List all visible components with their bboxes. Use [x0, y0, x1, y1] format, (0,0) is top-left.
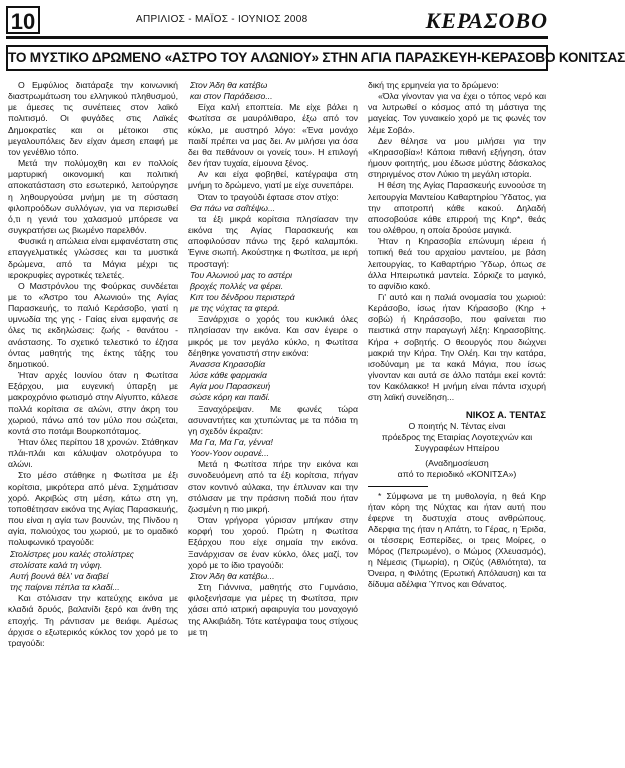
verse-line: σώσε κόρη και παιδί.	[190, 392, 271, 403]
author-name: ΝΙΚΟΣ Α. ΤΕΝΤΑΣ	[465, 409, 546, 421]
page-header	[6, 4, 548, 38]
paragraph: Στο μέσο στάθηκε η Φωτίτσα με έξι κορίτσια, μικρότερα από μένα. Σχημάτισαν χορό. Ακριβώς στη μέση, κάτω στη γη, τοποθέτησαν εικόνα της Αγίας Παρασκευής, που είναι η αγία των βουνών, της Πίνδου η αγία, πολιούχος του χωριού, με το ομαδικό πολυφωνικό τραγούδι:	[8, 470, 178, 548]
article-column-1	[8, 80, 178, 649]
paragraph: Ήταν η Κηρασοβία επώνυμη ιέρεια ή τοπική θεά του αρχαίου μαντείου, με βάση λειτουργίας, το Καθαρτήριο Ύδωρ, όπως σε άλλα Ηπειρωτικά μαντεία. Σόρκιζε το μαγικό, το αφνίδιο κακό.	[368, 236, 546, 291]
verse-line: και στον Παράδεισο...	[190, 91, 273, 102]
verse-line: Άνασσα Κηρασοβία	[190, 358, 266, 369]
paragraph: «Όλα γίνονταν για να έχει ο τόπος νερό και να λυτρωθεί ο κόσμος από τη μάστιγα της μαγείας. Τον γυναικείο χορό με τις φωνές τον λέμε Σοβά».	[368, 91, 546, 135]
paragraph: Μετά την πολύμοχθη και εν πολλοίς μαρτυρική οικονομική και πολιτική αποκατάσταση στο εσωτερικό, λειτούργησε η ληθουργούσα μνήμη με τη σύσταση φιλοπροόδων συλλόγων, για να περισωθεί ό,τι η γενιά του χαλασμού μπόρεσε να συγκρατήσει ως βιωμένο παρελθόν.	[8, 158, 178, 236]
verse-line: Στον Άδη θα κατέβω...	[190, 570, 275, 581]
verse-line: Αυτή βουνά θέλ' να διαβεί	[10, 570, 109, 581]
verse-line: Υοον-Υοον ουρανέ...	[190, 448, 269, 459]
paragraph: Ξανάρχισε ο χορός του κυκλικά όλες πλησίασαν την εικόνα. Και σαν έγειρε ο μικρός με τον μεγάλο κύκλο, η Φωτίτσα δέηθηκε γονατιστή στην εικόνα:	[188, 314, 358, 358]
verse-line: Κιπ του δένδρου περιστερά	[190, 291, 295, 302]
article-headline: ΤΟ ΜΥΣΤΙΚΟ ΔΡΩΜΕΝΟ «ΑΣΤΡΟ ΤΟΥ ΑΛΩΝΙΟΥ» ΣΤΗΝ ΑΓΙΑ ΠΑΡΑΣΚΕΥΗ-ΚΕΡΑΣΟΒΟ ΚΟΝΙΤΣΑΣ	[6, 45, 548, 71]
paragraph: Αν και είχα φοβηθεί, κατέγραψα στη μνήμη το δρώμενο, γιατί με είχε συνεπάρει.	[188, 169, 358, 191]
verse-line: Του Αλωνιού μας το αστέρι	[190, 269, 293, 280]
verse-line: της παίρνει πέπλα τα κλαδί...	[10, 582, 120, 593]
paragraph: Γι' αυτό και η παλιά ονομασία του χωριού: Κεράσοβο, ίσως ήταν Κήρασοβο (Κηρ + σοβώ) ή Κηράσσοβο, που φαίνεται πιο πειστικά στην παραγωγή λέξη: Κηρασοβίτης. Κήρα + σοβητής. Ο θεουργός που διώχνει μακριά την Κήρα. Την Ολέη. Και την κατάρα, ισοδύναμη με τα κακά Μάγια, που ίσως γίνονταν και αυτά σε άλλο πατάμι εκεί κοντά: τον Κακόλακκο! Η μνήμη είναι πάντα ισχυρή στη λαϊκή συνείδηση...	[368, 291, 546, 403]
paragraph: Δεν θέλησε να μου μιλήσει για την «Κηρασοβία»! Κάποια πιθανή εξήγηση, όταν ήμουν φοιτητής, μου έδωσε μύστης δάσκαλος στηριγμένος στον Λύκιο τη μεγάλη ιστορία.	[368, 135, 546, 180]
paragraph: Ο Μαστρόνλου της Φούρκας συνδέεται με το «Άστρο του Αλωνιού» της Αγίας Παρασκευής, το παλιό Κεράσοβο, γιατί η υμνωδία της γης - Γαίας είναι εμφανής σε όλες τις εκδηλώσεις: ζωής - θανάτου - ανάστασης. Το σχετικό τελεστικό το έζησα όντας μαθητής της έκτης τάξης του δημοτικού.	[8, 280, 178, 369]
author-bio-line: πρόεδρος της Εταιρίας Λογοτεχνών και Συγγραφέων Ηπείρου	[381, 431, 533, 453]
paragraph: Στη Γιάννινα, μαθητής στο Γυμνάσιο, φιλοξενήσαμε για μέρες τη Φωτίτσα, πριν χάσει από ιατρική αφαιρυγία του μοναχογιό της Αλκιβιάδη. Τότε κατέγραψα τους στίχους με τη	[188, 582, 358, 637]
verse-line: βροχές πολλές να φέρει.	[190, 280, 284, 291]
paragraph: Ο Εμφύλιος διατάραξε την κοινωνική διαστρωμάτωση του ελληνικού πληθυσμού, με άμεσες τις συνέπειες στον λαϊκό πολιτισμό. Οι φυγάδες στις Λαϊκές Δημοκρατίες και οι μέτοικοι στις μεγαλουπόλεις δεν είχαν άμεση επαφή με τον γενέθλιο τόπο.	[8, 80, 178, 157]
verse-line: Θα πάω να σαΐτέψω...	[190, 202, 276, 213]
paragraph: Και στόλισαν την κατεύχης εικόνα με κλαδιά δρυός, βαλανίδι ξερό και άνθη της εποχής. Τη ράντισαν με θειάφι. Αμέσως άρχισε ο εξωτερικός κύκλος τον χορό με το τραγούδι:	[8, 593, 178, 648]
paragraph: Ήταν όλες περίπου 18 χρονών. Στάθηκαν πλάι-πλάι και κάλυψαν ολοτρόγυρα το αλώνι.	[8, 437, 178, 470]
paragraph: Ξαναχόρεψαν. Με φωνές τώρα ασυναντήτες και χτυπώντας με τα πόδια τη γη σχεδόν έκραζαν:	[188, 403, 358, 436]
verse-line: με της νύχτας τα φτερά.	[190, 303, 280, 314]
footnote-divider	[368, 486, 428, 487]
author-bio-line: Ο ποιητής Ν. Τέντας είναι	[408, 420, 506, 431]
verse-line: λύσε κάθε φαρμακία	[190, 370, 267, 381]
footnote: * Σύμφωνα με τη μυθολογία, η θεά Κηρ ήταν κόρη της Νύχτας και ήταν αυτή που έφερνε τη δυστυχία στους ανθρώπους. Αδερφια της ήταν η Απάτη, το Γέρας, η Έριδα, οι τέσσερις Εσπερίδες, οι τρεις Μοίρες, ο Μόρος (Πεπρωμένο), ο Μώμος (Χλευασμός), η Νέμεσις (Τιμωρία), η Οϊζύς (Αθλιότητα), τα Όνειρα, η Φιλότης (Ερωτική Απόλαυση) και τα δίδυμα αδέλφια Ύπνος και Θάνατος.	[368, 491, 546, 590]
header-rule	[6, 36, 548, 39]
newspaper-brand: ΚΕΡΑΣΟΒΟ	[425, 8, 548, 33]
paragraph: τα έξι μικρά κορίτσια πλησίασαν την εικόνα της Αγίας Παρασκευής και αποφιλούσαν πάνω της ξερό καλαμπόκι. Έγινε σιωπή. Ακούστηκε η Φωτίτσα, με ιερή προσταγή:	[188, 213, 358, 269]
paragraph: Όταν γρήγορα γύρισαν μπήκαν στην κορφή του χορού. Πρώτη η Φωτίτσα Εξάρχου που είχε σημαία την εικόνα. Ξανάρχισαν σε έναν κύκλο, όλες μαζί, τον χορό με το ίδιο τραγούδι:	[188, 515, 358, 570]
verse-line: Στολίστρες μου καλές στολίστρες	[10, 548, 134, 559]
paragraph: δική της ερμηνεία για το δρώμενο:	[368, 80, 499, 90]
paragraph: Μετά η Φωτίτσα πήρε την εικόνα και συνοδευόμενη από τα έξι κορίτσια, πήγαν στον κοντινό αύλακα, την έπλυναν και την στόλισαν με την πράσινη ποδιά που ήταν ζωσμένη η πιο μικρή.	[188, 459, 358, 514]
paragraph: Η θέση της Αγίας Παρασκευής ευνοούσε τη λειτουργία Μαντείου Καθαρτηρίου Ύδατος, για την αποτροπή κάθε κακού. Δηλαδή αποσοβούσε κάθε επιρροή της Κηρ*, θεάς του ολέθρου, η οποία δρούσε μαγικά.	[368, 180, 546, 236]
republication-note: από το περιοδικό «ΚΟΝΙΤΣΑ»)	[397, 469, 517, 480]
paragraph: Φυσικά η απώλεια είναι εμφανέστατη στις επαγγελματικές γλώσσες και τα μυστικά δρώμενα, από τα Μάγια μέχρι τις ιεροκρυφίες αγροτικές τελετές.	[8, 236, 178, 280]
verse-line: Αγία μου Παρασκευή	[190, 381, 271, 392]
verse-line: στολίσατε καλά τη νύφη.	[10, 559, 103, 570]
republication-note: (Αναδημοσίευση	[425, 458, 489, 469]
page-number: 10	[6, 6, 40, 34]
issue-dateline: ΑΠΡΙΛΙΟΣ - ΜΑΪΟΣ - ΙΟΥΝΙΟΣ 2008	[136, 14, 308, 25]
paragraph: Όταν το τραγούδι έφτασε στον στίχο:	[198, 191, 339, 202]
article-column-3	[368, 80, 546, 590]
verse-line: Μα Γα, Μα Γα, γέννα!	[190, 437, 273, 447]
verse-line: Στον Άδη θα κατέβω	[190, 80, 268, 90]
paragraph: Είχα καλή εποπτεία. Με είχε βάλει η Φωτίτσα σε μαυρόλιθαρο, έξω από τον κύκλο, με αυστηρό λόγο: «Ένα μονάχο παιδί πρέπει να μας δει. Αν μιλήσει για όσα δει θα πεθάνουν οι γονείς του». Η επιλογή δεν ήταν τυχαία, είμουνα ξένος.	[188, 102, 358, 169]
paragraph: Ήταν αρχές Ιουνίου όταν η Φωτίτσα Εξάρχου, μια ευγενική ύπαρξη με μακροχρόνιο φωτισμό στην Αίγυπτο, κάλεσε πολλά κορίτσια σε αλώνι, στην άκρη του χωριού, πάνω από τον μύλο που σώζεται, κοντά στο ποτάμι Βουρκοπόταμος.	[8, 370, 178, 436]
article-column-2	[188, 80, 358, 638]
